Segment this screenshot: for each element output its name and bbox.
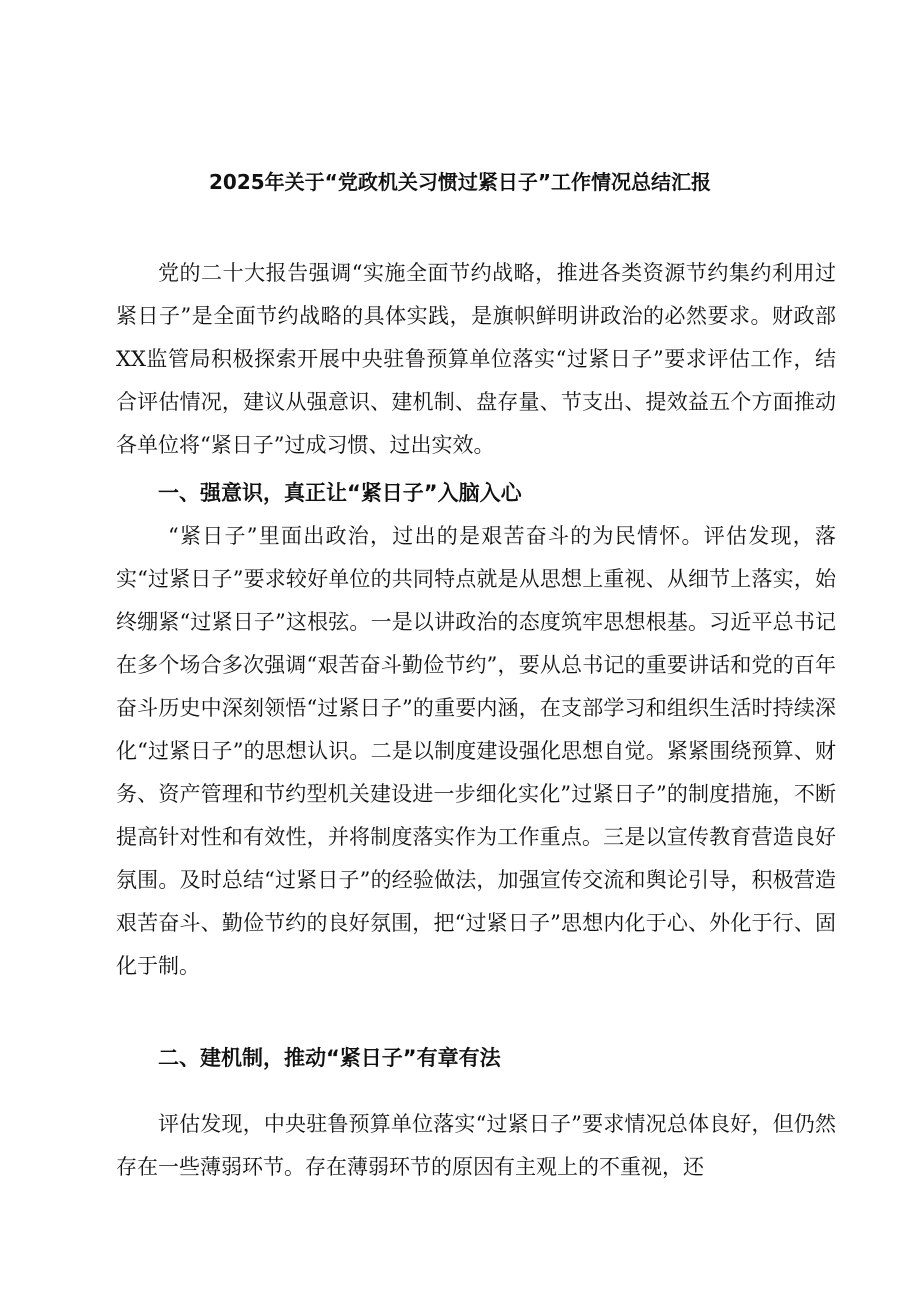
section-2-paragraph: 评估发现，中央驻鲁预算单位落实“过紧日子”要求情况总体良好，但仍然存在一些薄弱环节。存在薄弱环节的原因有主观上的不重视，还 [116,1112,836,1179]
section-1-paragraph: “紧日子”里面出政治，过出的是艰苦奋斗的为民情怀。评估发现，落实“过紧日子”要求较好单位的共同特点就是从思想上重视、从细节上落实，始终绷紧“过紧日子”这根弦。一是以讲政治的态度筑牢思想根基。习近平总书记在多个场合多次强调“艰苦奋斗勤俭节约”，要从总书记的重要讲话和党的百年奋斗历史中深刻领悟“过紧日子”的重要内涵，在支部学习和组织生活时持续深化“过紧日子”的思想认识。二是以制度建设强化思想自觉。紧紧围绕预算、财务、资产管理和节约型机关建设进一步细化实化”过紧日子”的制度措施，不断提高针对性和有效性，并将制度落实作为工作重点。三是以宣传教育营造良好氛围。及时总结“过紧日子”的经验做法，加强宣传交流和舆论引导，积极营造艰苦奋斗、勤俭节约的良好氛围，把“过紧日子”思想内化于心、外化于行、固化于制。 [116,524,836,978]
section-2-heading: 二、建机制，推动“紧日子”有章有法 [158,1046,501,1070]
intro-paragraph: 党的二十大报告强调“实施全面节约战略，推进各类资源节约集约利用过紧日子”是全面节约战略的具体实践，是旗帜鲜明讲政治的必然要求。财政部XX监管局积极探索开展中央驻鲁预算单位落实“过紧日子”要求评估工作，结合评估情况，建议从强意识、建机制、盘存量、节支出、提效益五个方面推动各单位将“紧日子”过成习惯、过出实效。 [116,261,836,457]
document-title: 2025年关于“党政机关习惯过紧日子”工作情况总结汇报 [209,170,711,194]
section-1-heading: 一、强意识，真正让“紧日子”入脑入心 [158,481,522,505]
